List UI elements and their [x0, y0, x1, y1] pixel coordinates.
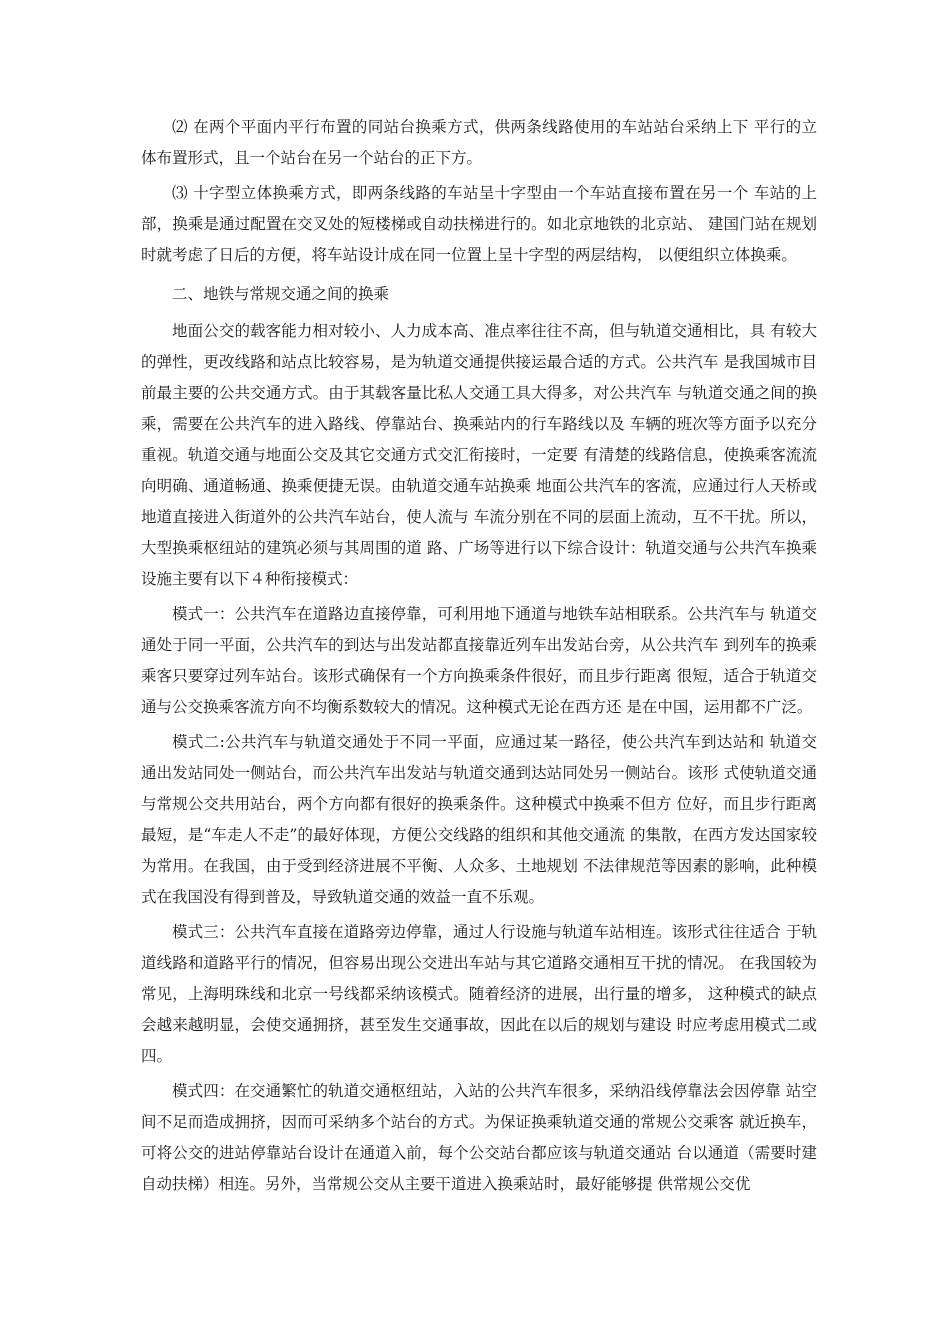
paragraph-cross-shaped-transfer: ⑶ 十字型立体换乘方式，即两条线路的车站呈十字型由一个车站直接布置在另一个 车站的上部，换乘是通过配置在交叉处的短楼梯或自动扶梯进行的。如北京地铁的北京站、 建国门站在规划时就考虑了日后的方便，将车站设计成在同一位置上呈十字型的两层结构， 以便组织立体换乘。	[141, 184, 817, 264]
paragraph-mode-four: 模式四：在交通繁忙的轨道交通枢纽站，入站的公共汽车很多，采纳沿线停靠法会因停靠 站空间不足而造成拥挤，因而可采纳多个站台的方式。为保证换乘轨道交通的常规公交乘客 就近换车，可将公交的进站停靠站台设计在通道入前，每个公交站台都应该与轨道交通站 台以通道（需要时建自动扶梯）相连。另外，当常规公交从主要干道进入换乘站时，最好能够提 供常规公交优	[141, 1082, 817, 1193]
paragraph-ground-bus-intro: 地面公交的载客能力相对较小、人力成本高、准点率往往不高，但与轨道交通相比，具 有较大的弹性，更改线路和站点比较容易，是为轨道交通提供接运最合适的方式。公共汽车 是我国城市目前最主要的公共交通方式。由于其载客量比私人交通工具大得多，对公共汽车 与轨道交通之间的换乘，需要在公共汽车的进入路线、停靠站台、换乘站内的行车路线以及 车辆的班次等方面予以充分重视。轨道交通与地面公交及其它交通方式交汇衔接时，一定要 有清楚的线路信息，使换乘客流流向明确、通道畅通、换乘便捷无误。由轨道交通车站换乘 地面公共汽车的客流，应通过行人天桥或地道直接进入街道外的公共汽车站台，使人流与 车流分别在不同的层面上流动，互不干扰。所以，大型换乘枢纽站的建筑必须与其周围的道 路、广场等进行以下综合设计：轨道交通与公共汽车换乘设施主要有以下４种衔接模式：	[141, 322, 817, 588]
paragraph-mode-three: 模式三：公共汽车直接在道路旁边停靠，通过人行设施与轨道车站相连。该形式往往适合 于轨道线路和道路平行的情况，但容易出现公交进出车站与其它道路交通相互干扰的情况。 在我国较为常见，上海明珠线和北京一号线都采纳该模式。随着经济的进展，出行量的增多， 这种模式的缺点会越来越明显，会使交通拥挤，甚至发生交通事故，因此在以后的规划与建设 时应考虑用模式二或四。	[141, 923, 817, 1065]
paragraph-mode-one: 模式一：公共汽车在道路边直接停靠，可利用地下通道与地铁车站相联系。公共汽车与 轨道交通处于同一平面，公共汽车的到达与出发站都直接靠近列车出发站台旁，从公共汽车 到列车的换乘乘客只要穿过列车站台。该形式确保有一个方向换乘条件很好，而且步行距离 很短，适合于轨道交通与公交换乘客流方向不均衡系数较大的情况。这种模式无论在西方还 是在中国，运用都不广泛。	[141, 605, 817, 716]
paragraph-mode-two: 模式二:公共汽车与轨道交通处于不同一平面，应通过某一路径，使公共汽车到达站和 轨道交通出发站同处一侧站台，而公共汽车出发站与轨道交通到达站同处另一侧站台。该形 式使轨道交通与常规公交共用站台，两个方向都有很好的换乘条件。这种模式中换乘不但方 位好，而且步行距离最短，是“车走人不走”的最好体现，方便公交线路的组织和其他交通流 的集散，在西方发达国家较为常用。在我国，由于受到经济进展不平衡、人众多、土地规划 不法律规范等因素的影响，此种模式在我国没有得到普及，导致轨道交通的效益一直不乐观。	[141, 733, 817, 906]
section-heading: 二、地铁与常规交通之间的换乘	[172, 285, 390, 303]
paragraph-parallel-platform-transfer: ⑵ 在两个平面内平行布置的同站台换乘方式，供两条线路使用的车站站台采纳上下 平行的立体布置形式，且一个站台在另一个站台的正下方。	[141, 118, 817, 167]
